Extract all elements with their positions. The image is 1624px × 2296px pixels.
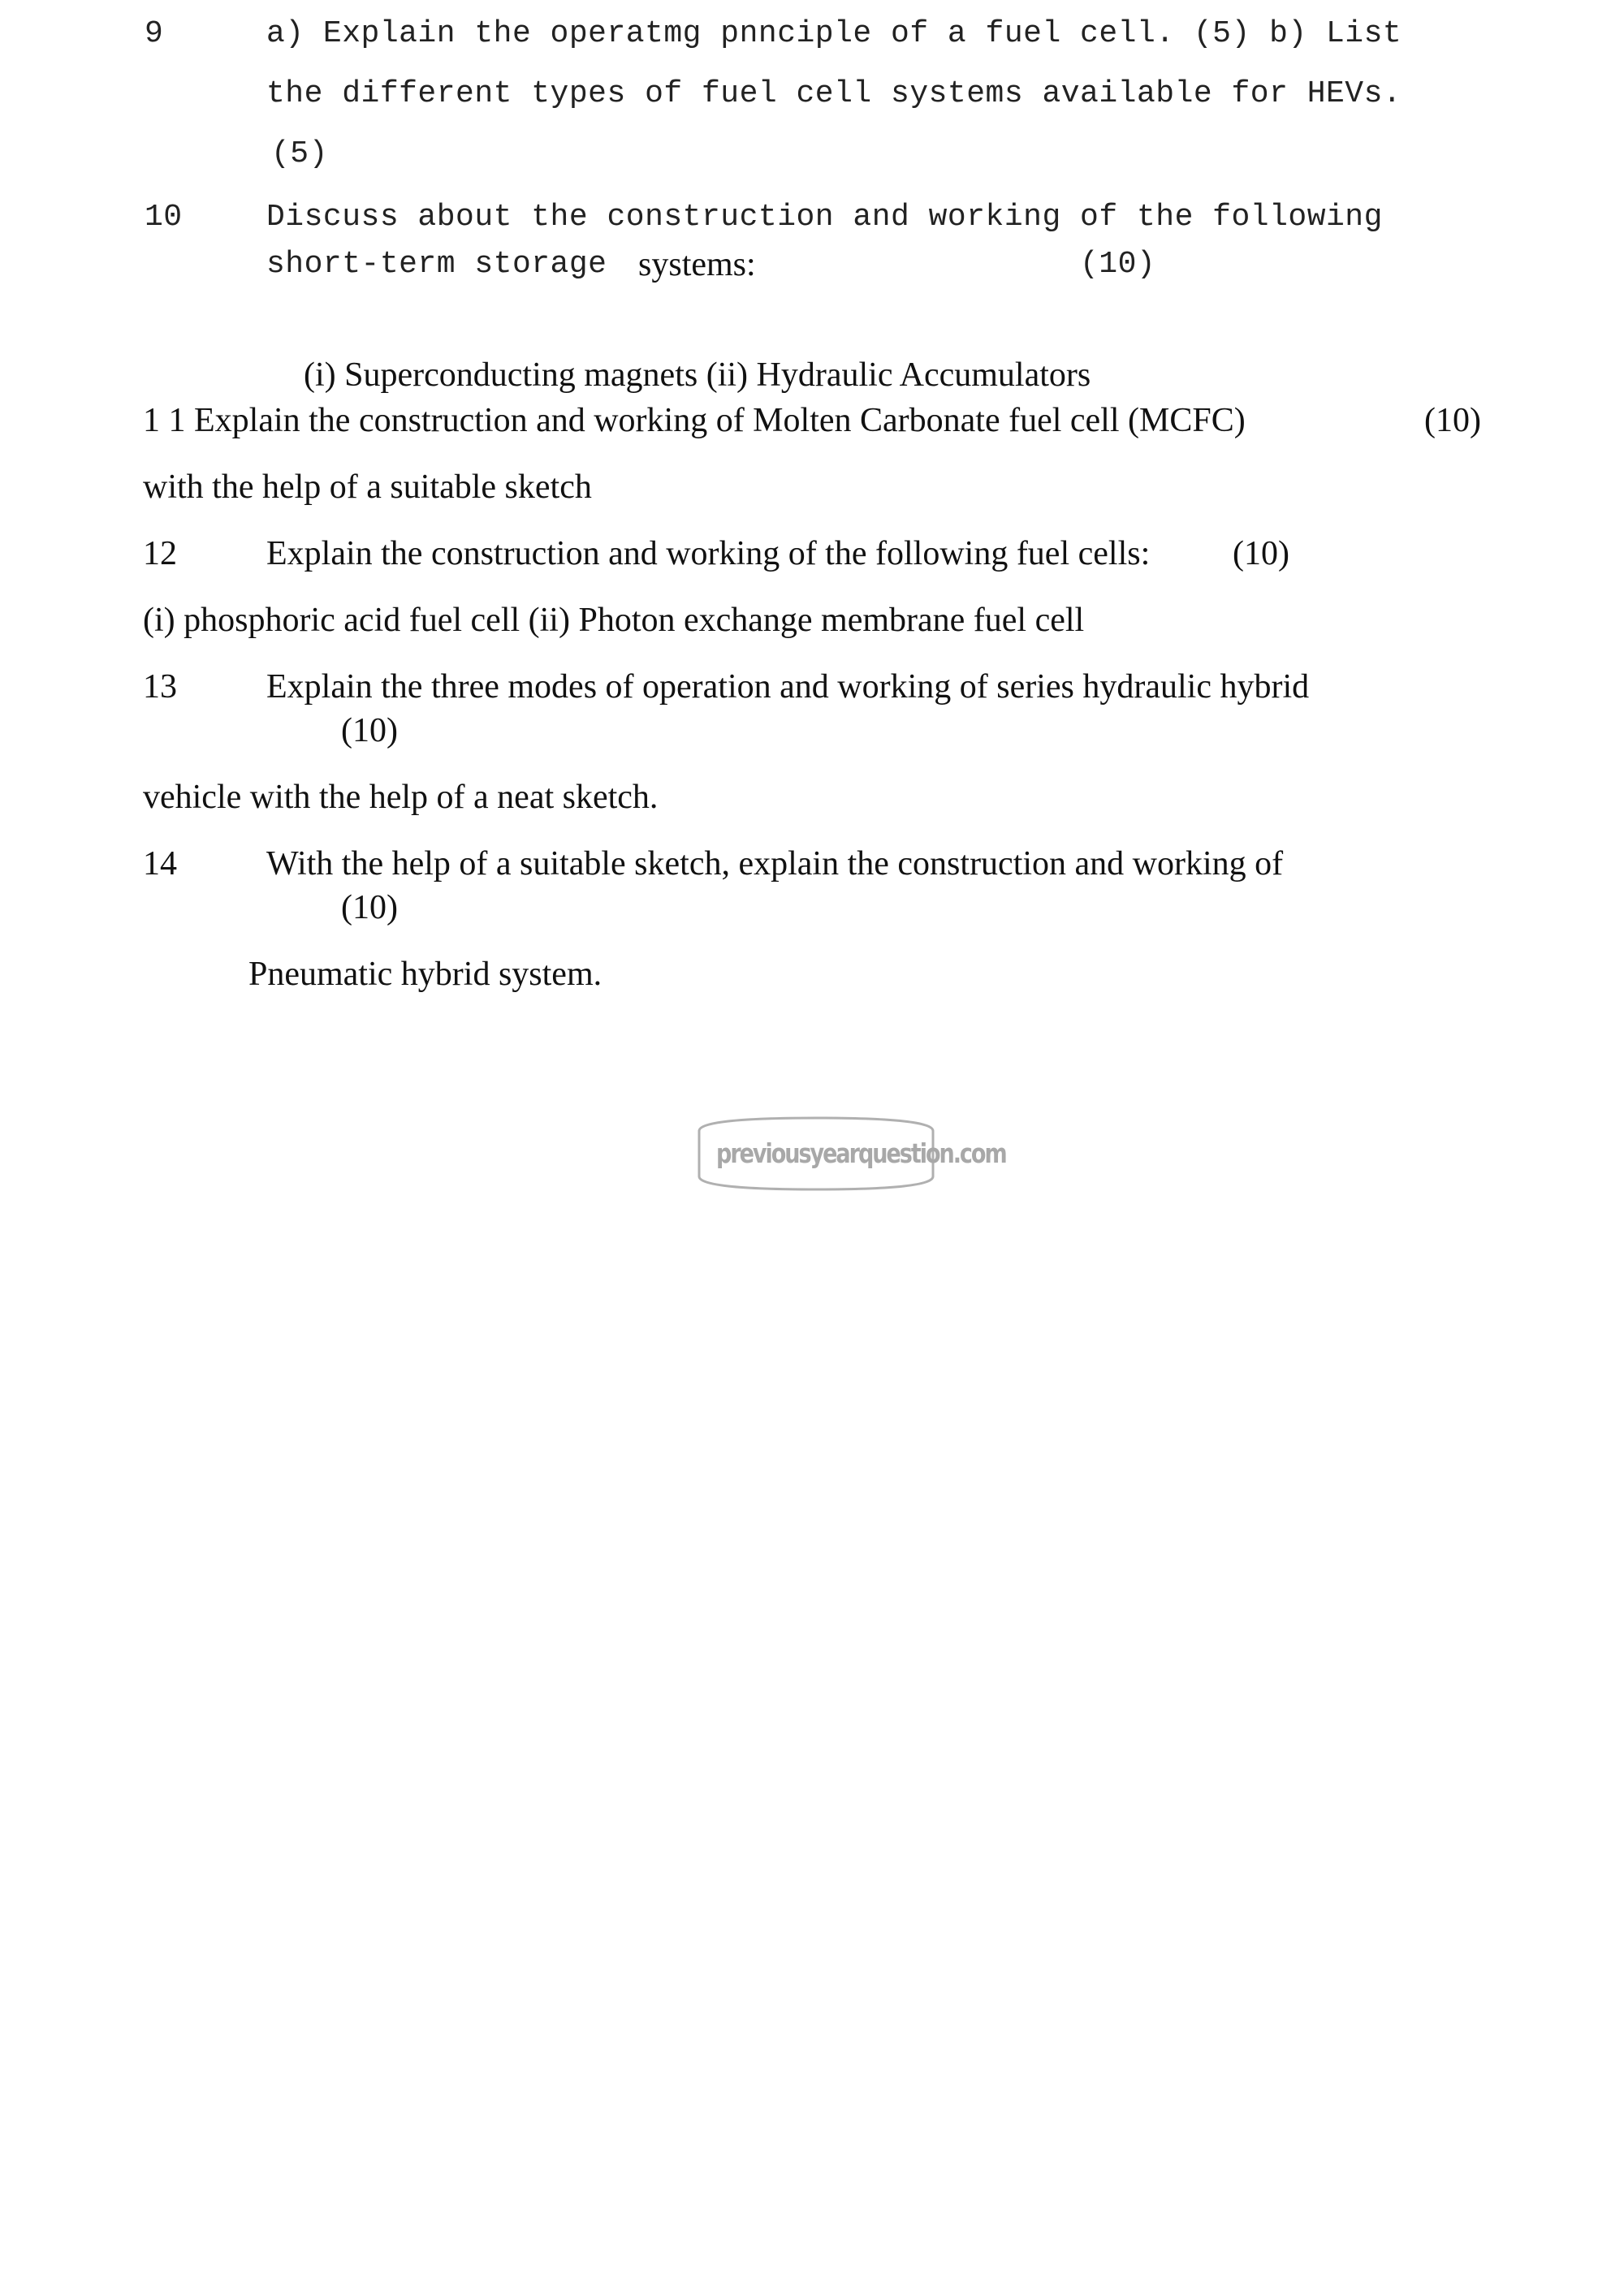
q10-line1: Discuss about the construction and working of the following — [266, 200, 1383, 235]
q13-line1: Explain the three modes of operation and working of series hydraulic hybrid — [266, 668, 1310, 706]
q10-number: 10 — [145, 200, 183, 235]
q13-marks: (10) — [341, 712, 398, 749]
q12-line1: Explain the construction and working of the following fuel cells: — [266, 535, 1151, 572]
q9-number: 9 — [145, 16, 164, 51]
q14-number: 14 — [143, 845, 177, 883]
q14-line1: With the help of a suitable sketch, explain the construction and working of — [266, 845, 1284, 883]
q9-line2: the different types of fuel cell systems available for HEVs. — [266, 76, 1402, 111]
q11-marks: (10) — [1424, 402, 1481, 439]
q11-line2: with the help of a suitable sketch — [143, 468, 592, 506]
q14-line2: Pneumatic hybrid system. — [248, 956, 603, 993]
q12-line2: (i) phosphoric acid fuel cell (ii) Photon exchange membrane fuel cell — [143, 602, 1085, 639]
watermark-text: previousyearquestion.com — [716, 1137, 1006, 1169]
q10-marks: (10) — [1080, 247, 1156, 282]
q10-line2-mono: short-term storage — [266, 247, 607, 282]
q9-line1: a) Explain the operatmg pnnciple of a fuel cell. (5) b) List — [266, 16, 1402, 51]
watermark-logo — [694, 1115, 1006, 1193]
q12-marks: (10) — [1233, 535, 1289, 572]
q11-line1: 1 1 Explain the construction and working of Molten Carbonate fuel cell (MCFC) — [143, 402, 1246, 439]
q10-subitems: (i) Superconducting magnets (ii) Hydraulic Accumulators — [304, 356, 1091, 394]
q13-number: 13 — [143, 668, 177, 706]
q12-number: 12 — [143, 535, 177, 572]
q13-line2: vehicle with the help of a neat sketch. — [143, 779, 659, 816]
q10-line2-serif: systems: — [638, 246, 756, 283]
q14-marks: (10) — [341, 889, 398, 926]
q9-marks: (5) — [271, 136, 328, 171]
